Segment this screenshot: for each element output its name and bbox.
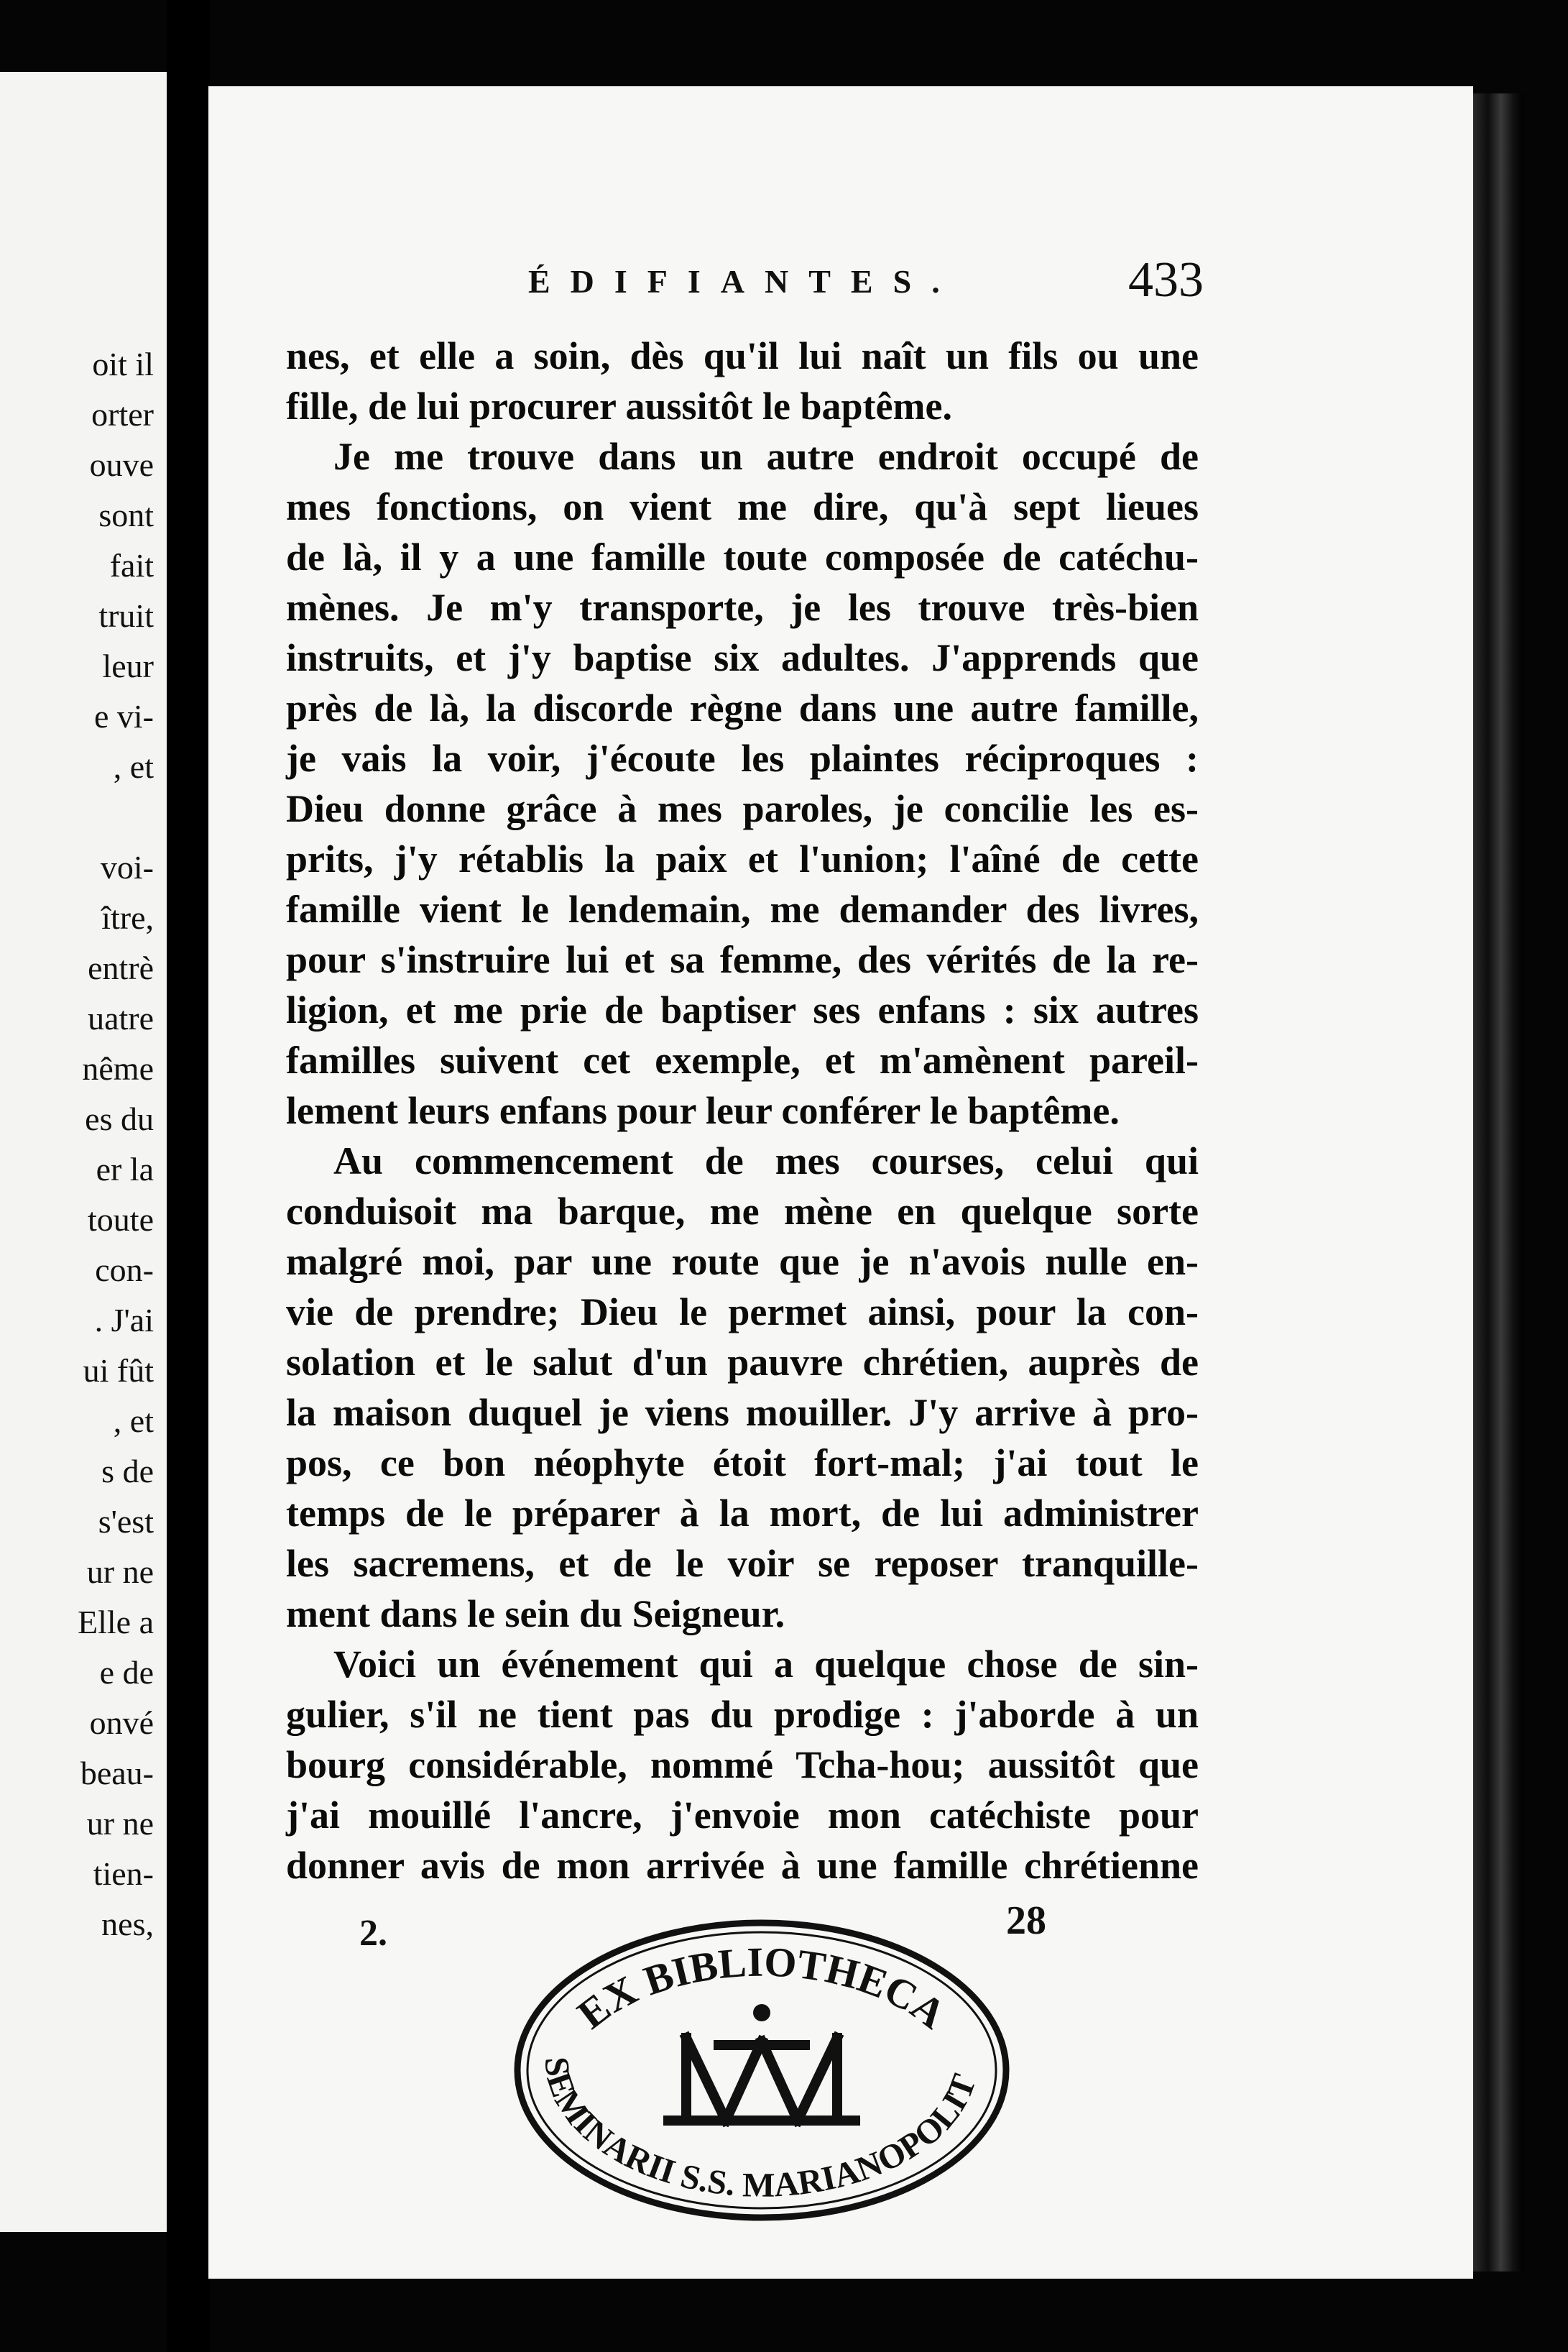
left-page-line: entrè xyxy=(88,950,154,986)
text-line: près de là, la discorde règne dans une autre famille, xyxy=(286,686,1199,730)
left-page-line: , et xyxy=(113,1402,154,1439)
text-line: mènes. Je m'y transporte, je les trouve très-bien xyxy=(286,586,1199,629)
text-line: Je me trouve dans un autre endroit occupé de xyxy=(333,435,1199,478)
left-page-line: s de xyxy=(101,1453,154,1489)
left-page-line: oit il xyxy=(92,346,154,382)
text-line: instruits, et j'y baptise six adultes. J'apprends que xyxy=(286,636,1199,679)
left-page-line: es du xyxy=(85,1101,154,1137)
body-text xyxy=(286,331,1199,1891)
text-line: j'ai mouillé l'ancre, j'envoie mon catéchiste pour xyxy=(286,1793,1199,1837)
left-page-line: orter xyxy=(91,396,154,433)
left-page-line: er la xyxy=(96,1151,154,1188)
text-line: la maison duquel je viens mouiller. J'y arrive à pro- xyxy=(286,1391,1199,1434)
text-line: ligion, et me prie de baptiser ses enfans : six autres xyxy=(286,988,1199,1032)
text-line: solation et le salut d'un pauvre chrétien, auprès de xyxy=(286,1341,1199,1384)
text-line: mes fonctions, on vient me dire, qu'à sept lieues xyxy=(286,485,1199,528)
svg-text:EX BIBLIOTHECA xyxy=(568,1938,954,2038)
left-page-line: truit xyxy=(98,597,154,634)
left-page-line: leur xyxy=(102,648,154,684)
page-edge xyxy=(1473,93,1523,2271)
text-line: bourg considérable, nommé Tcha-hou; aussitôt que xyxy=(286,1743,1199,1786)
library-stamp xyxy=(503,1912,1020,2228)
left-page-line: ui fût xyxy=(83,1352,154,1389)
text-line: conduisoit ma barque, me mène en quelque sorte xyxy=(286,1190,1199,1233)
book-gutter xyxy=(167,0,210,2352)
stamp-top-text: EX BIBLIOTHECA xyxy=(568,1938,955,2038)
text-line: donner avis de mon arrivée à une famille chrétienne xyxy=(286,1844,1199,1887)
text-line: temps de le préparer à la mort, de lui administrer xyxy=(286,1492,1199,1535)
running-title: ÉDIFIANTES. xyxy=(528,263,960,300)
paragraph xyxy=(286,1136,1199,1639)
text-line: familles suivent cet exemple, et m'amènent pareil- xyxy=(286,1039,1199,1082)
left-page-fragment xyxy=(0,72,167,2232)
left-page-line: . J'ai xyxy=(94,1302,154,1338)
signature-mark-left: 2. xyxy=(359,1913,387,1954)
text-line: les sacremens, et de le voir se reposer tranquille- xyxy=(286,1542,1199,1585)
paragraph xyxy=(286,431,1199,1136)
left-page-line: Elle a xyxy=(78,1604,154,1640)
left-page-line: tien- xyxy=(93,1855,154,1892)
text-line: prits, j'y rétablis la paix et l'union; l'aîné de cette xyxy=(286,837,1199,881)
left-page-line: uatre xyxy=(88,1000,154,1037)
left-page-line: nes, xyxy=(101,1906,154,1942)
left-page-line: sont xyxy=(98,497,154,533)
text-line: famille vient le lendemain, me demander des livres, xyxy=(286,888,1199,931)
text-line: nes, et elle a soin, dès qu'il lui naît un fils ou une xyxy=(286,334,1199,377)
text-line: Dieu donne grâce à mes paroles, je concilie les es- xyxy=(286,787,1199,830)
left-page-line: e vi- xyxy=(93,698,154,735)
signature-mark-right: 28 xyxy=(1006,1898,1046,1943)
left-page-line: ur ne xyxy=(86,1553,154,1590)
text-line: de là, il y a une famille toute composée de catéchu- xyxy=(286,536,1199,579)
page-number: 433 xyxy=(1128,252,1204,308)
left-page-line: ur ne xyxy=(86,1805,154,1842)
monogram-icon xyxy=(668,2038,855,2121)
paragraph xyxy=(286,331,1199,431)
left-page-line: onvé xyxy=(89,1704,154,1741)
left-page-line: beau- xyxy=(80,1755,154,1791)
paragraph xyxy=(286,1639,1199,1891)
text-line: fille, de lui procurer aussitôt le baptême. xyxy=(286,385,952,428)
text-line: Au commencement de mes courses, celui qui xyxy=(333,1139,1199,1182)
left-page-line: toute xyxy=(88,1201,154,1238)
text-line: gulier, s'il ne tient pas du prodige : j'aborde à un xyxy=(286,1693,1199,1736)
text-line: Voici un événement qui a quelque chose de sin- xyxy=(333,1643,1199,1686)
left-page-line: ître, xyxy=(101,899,154,936)
left-page-line: ouve xyxy=(89,446,154,483)
text-line: vie de prendre; Dieu le permet ainsi, pour la con- xyxy=(286,1290,1199,1333)
left-page-line: con- xyxy=(95,1251,154,1288)
text-line: ment dans le sein du Seigneur. xyxy=(286,1592,785,1635)
text-line: lement leurs enfans pour leur conférer le baptême. xyxy=(286,1089,1120,1132)
text-line: malgré moi, par une route que je n'avois nulle en- xyxy=(286,1240,1199,1283)
stamp-bottom-text: SEMINARII S.S. MARIANOPOLIT xyxy=(537,2055,984,2205)
left-page-line: s'est xyxy=(98,1503,154,1540)
left-page-line: fait xyxy=(109,547,154,584)
text-line: pos, ce bon néophyte étoit fort-mal; j'ai tout le xyxy=(286,1441,1199,1484)
monogram-dot-icon xyxy=(753,2004,770,2021)
left-page-line: nême xyxy=(82,1050,154,1087)
left-page-line: e de xyxy=(99,1654,154,1691)
text-line: je vais la voir, j'écoute les plaintes réciproques : xyxy=(286,737,1199,780)
text-line: pour s'instruire lui et sa femme, des vérités de la re- xyxy=(286,938,1199,981)
left-page-line: voi- xyxy=(100,849,154,886)
left-page-line: , et xyxy=(113,748,154,785)
